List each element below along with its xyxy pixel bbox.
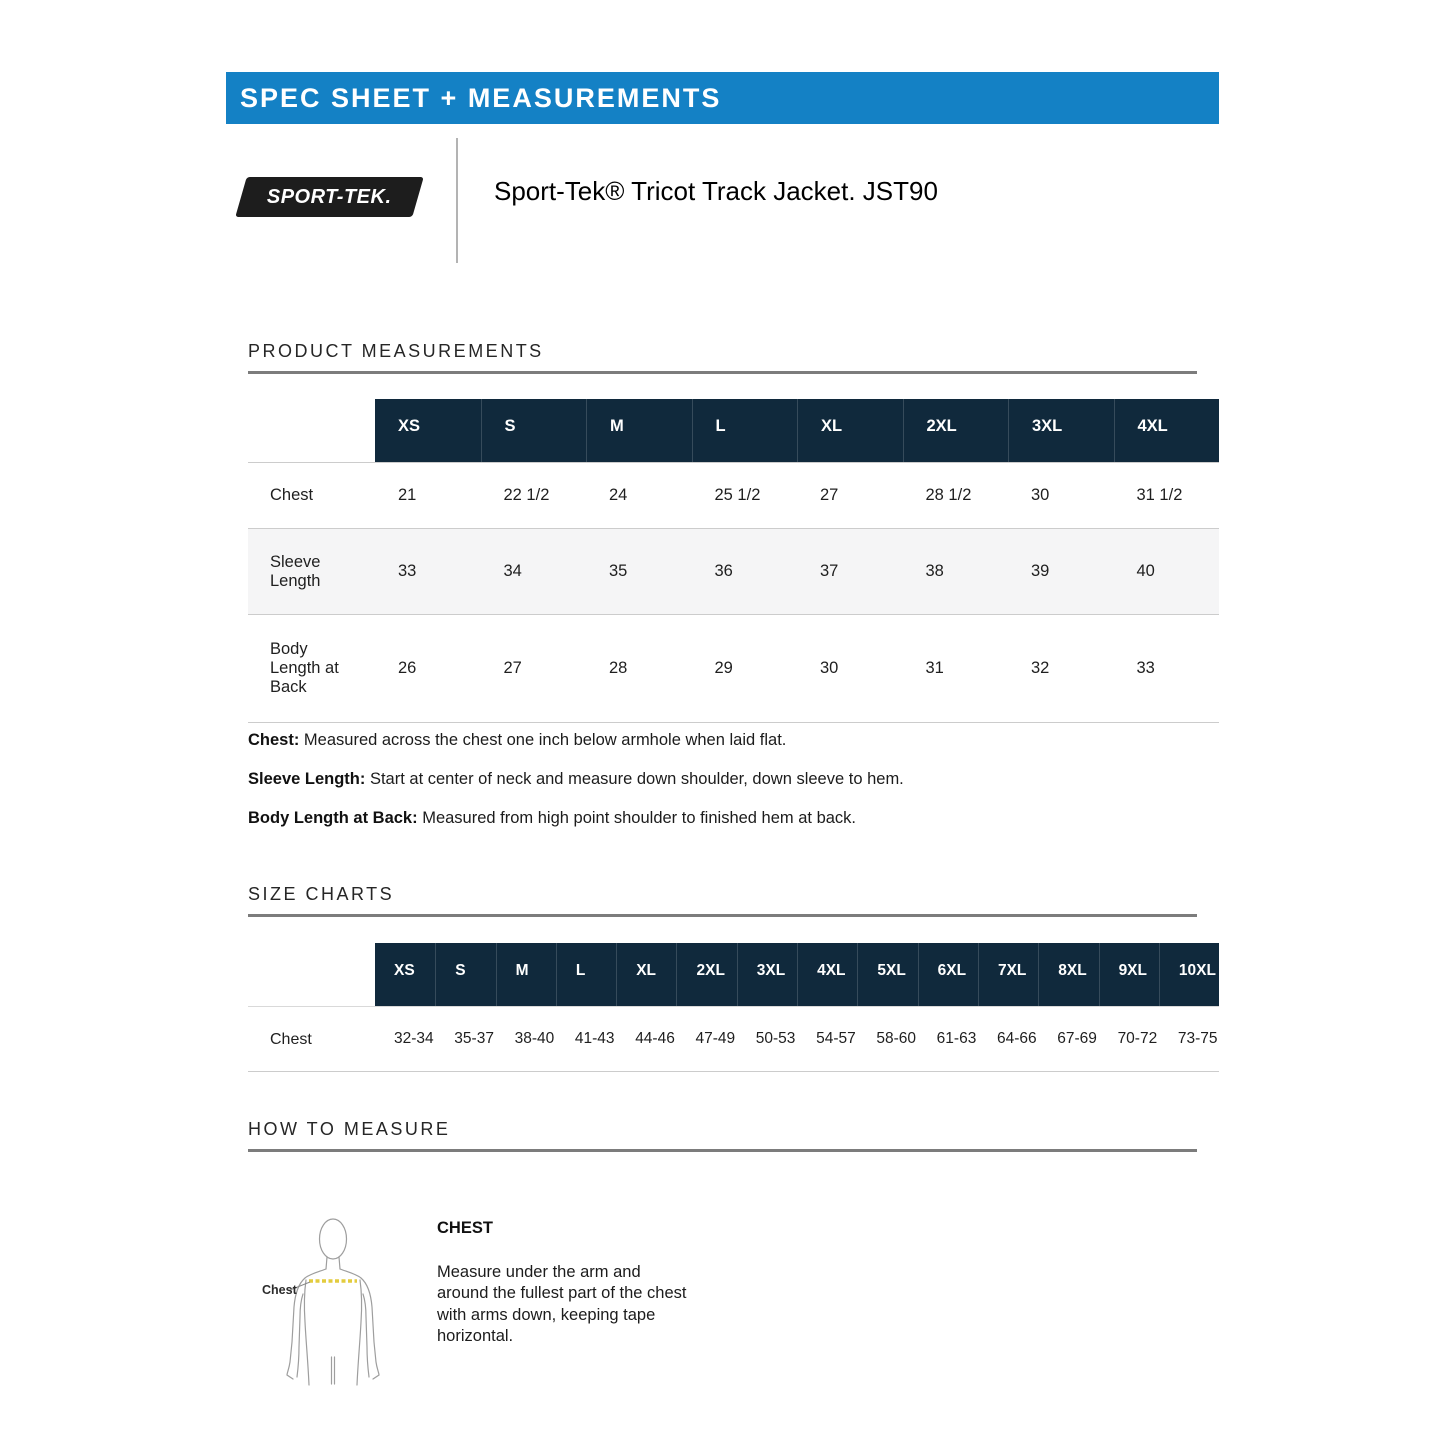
note-term: Sleeve Length: xyxy=(248,770,366,788)
size-chart-value: 70-72 xyxy=(1117,1030,1158,1047)
measurement-note xyxy=(248,808,1219,829)
size-chart-header-cell: M xyxy=(496,943,556,1006)
size-chart-header-cell: XS xyxy=(394,961,415,979)
size-chart-header-cell: 7XL xyxy=(978,943,1038,1006)
measurement-value: 28 xyxy=(609,659,628,677)
measurement-value: 30 xyxy=(1031,486,1050,504)
size-chart-body xyxy=(248,1006,1219,1072)
product-measurements-title: PRODUCT MEASUREMENTS xyxy=(248,341,544,361)
measurement-value: 27 xyxy=(820,486,839,504)
note-text: Measured across the chest one inch below armhole when laid flat. xyxy=(299,731,787,749)
section-product-measurements xyxy=(248,341,1223,723)
figure-chest-label: Chest xyxy=(262,1283,297,1297)
size-chart-value: 54-57 xyxy=(816,1030,856,1047)
size-chart-value: 61-63 xyxy=(936,1030,977,1047)
section-rule xyxy=(248,914,1197,917)
measurement-value: 31 xyxy=(925,659,944,677)
size-chart-header-cell: 3XL xyxy=(737,943,797,1006)
size-chart-header-cell: 8XL xyxy=(1038,943,1098,1006)
size-chart-value: 58-60 xyxy=(876,1030,917,1047)
measurement-value: 24 xyxy=(609,486,628,504)
product-measurements-body xyxy=(248,462,1219,723)
brand-block xyxy=(226,140,1219,268)
measurement-note xyxy=(248,730,1219,751)
section-rule xyxy=(248,371,1197,374)
size-chart-value: 41-43 xyxy=(574,1030,615,1047)
how-to-measure-item-title: CHEST xyxy=(437,1219,493,1237)
size-header-cell: XL xyxy=(797,399,903,462)
brand-divider xyxy=(456,138,458,263)
size-chart-value: 47-49 xyxy=(695,1030,736,1047)
measurement-value: 40 xyxy=(1136,562,1155,580)
figure-inseam xyxy=(332,1357,335,1384)
spec-sheet-header-title: SPEC SHEET + MEASUREMENTS xyxy=(240,82,722,113)
size-header-cell: 4XL xyxy=(1114,399,1220,462)
note-text: Start at center of neck and measure down shoulder, down sleeve to hem. xyxy=(365,770,904,788)
size-chart-header-cell: 9XL xyxy=(1099,943,1159,1006)
measurement-value: 33 xyxy=(398,562,417,580)
size-header-cell: 2XL xyxy=(903,399,1009,462)
measurement-note xyxy=(248,769,1219,790)
how-to-measure-title: HOW TO MEASURE xyxy=(248,1119,451,1139)
measurement-row-label: Body Length at Back xyxy=(270,640,339,696)
note-term: Chest: xyxy=(248,731,300,749)
body-outline-figure xyxy=(254,1212,392,1388)
size-chart-value: 50-53 xyxy=(755,1030,796,1047)
how-to-measure-content xyxy=(248,1152,1223,1412)
measurement-row-label: Chest xyxy=(270,486,314,504)
spec-sheet-header-bar xyxy=(226,72,1219,124)
how-to-measure-line: around the fullest part of the chest xyxy=(437,1284,687,1303)
size-chart-value: 73-75 xyxy=(1177,1030,1218,1047)
measurement-value: 39 xyxy=(1031,562,1050,580)
size-chart-header-cell: 6XL xyxy=(918,943,978,1006)
measurement-row xyxy=(248,528,1219,614)
measurement-row xyxy=(248,614,1219,722)
size-chart-header-cell: L xyxy=(556,943,616,1006)
sport-tek-logo-text: SPORT-TEK. xyxy=(267,185,392,208)
measurement-value: 32 xyxy=(1031,659,1050,677)
size-chart-header-cell: XL xyxy=(616,943,676,1006)
size-chart-value: 32-34 xyxy=(394,1030,434,1047)
size-chart-header-cell: S xyxy=(435,943,495,1006)
size-chart-header-cell: 2XL xyxy=(676,943,736,1006)
measurement-value: 31 1/2 xyxy=(1136,486,1183,504)
measurement-value: 28 1/2 xyxy=(925,486,972,504)
section-size-charts xyxy=(248,884,1223,1072)
size-header-cell: 3XL xyxy=(1008,399,1114,462)
size-chart-row xyxy=(248,1006,1219,1071)
measurement-row-label: Sleeve Length xyxy=(270,552,321,590)
size-chart-header-cell: 10XL xyxy=(1159,943,1219,1006)
measurement-value: 22 1/2 xyxy=(503,486,550,504)
size-chart-header-cell: 4XL xyxy=(797,943,857,1006)
measurement-value: 33 xyxy=(1136,659,1155,677)
measurement-value: 26 xyxy=(398,659,417,677)
how-to-measure-text-block xyxy=(437,1218,737,1347)
size-chart-header-cell: 5XL xyxy=(857,943,917,1006)
product-title: Sport-Tek® Tricot Track Jacket. JST90 xyxy=(494,176,938,206)
measurement-value: 29 xyxy=(714,659,733,677)
measurement-value: 21 xyxy=(398,486,417,504)
how-to-measure-line: Measure under the arm and xyxy=(437,1263,641,1281)
size-chart-value: 67-69 xyxy=(1057,1030,1097,1047)
measurement-value: 30 xyxy=(820,659,839,677)
note-text: Measured from high point shoulder to finished hem at back. xyxy=(417,809,857,827)
size-header-row xyxy=(375,399,1219,462)
size-chart-value: 38-40 xyxy=(514,1030,555,1047)
measurement-value: 37 xyxy=(820,562,839,580)
figure-outline xyxy=(287,1219,379,1385)
size-header-cell: M xyxy=(586,399,692,462)
figure-head xyxy=(320,1219,347,1259)
size-chart-row-label: Chest xyxy=(270,1030,312,1048)
size-chart-table xyxy=(248,943,1223,1072)
measurement-value: 27 xyxy=(503,659,522,677)
size-header-cell: XS xyxy=(398,417,421,435)
size-charts-title: SIZE CHARTS xyxy=(248,884,395,904)
measurement-row xyxy=(248,462,1219,528)
note-term: Body Length at Back: xyxy=(248,809,418,827)
how-to-measure-line: horizontal. xyxy=(437,1326,514,1345)
measurement-value: 34 xyxy=(503,562,522,580)
size-chart-value: 64-66 xyxy=(996,1030,1037,1047)
size-header-cell: S xyxy=(481,399,587,462)
product-measurements-table xyxy=(248,399,1219,723)
size-chart-value: 44-46 xyxy=(635,1030,675,1047)
size-header-cell: L xyxy=(692,399,798,462)
measure-figure xyxy=(254,1212,392,1388)
measurement-notes xyxy=(248,730,1219,847)
how-to-measure-item-body xyxy=(437,1262,737,1347)
measurement-value: 38 xyxy=(925,562,944,580)
how-to-measure-line: with arms down, keeping tape xyxy=(437,1305,656,1324)
size-chart-value: 35-37 xyxy=(454,1030,494,1047)
size-chart-header-row xyxy=(375,943,1219,1006)
section-how-to-measure xyxy=(248,1119,1223,1412)
measurement-value: 35 xyxy=(609,562,628,580)
measurement-value: 25 1/2 xyxy=(714,486,761,504)
measurement-value: 36 xyxy=(714,562,733,580)
sport-tek-logo xyxy=(235,177,423,217)
